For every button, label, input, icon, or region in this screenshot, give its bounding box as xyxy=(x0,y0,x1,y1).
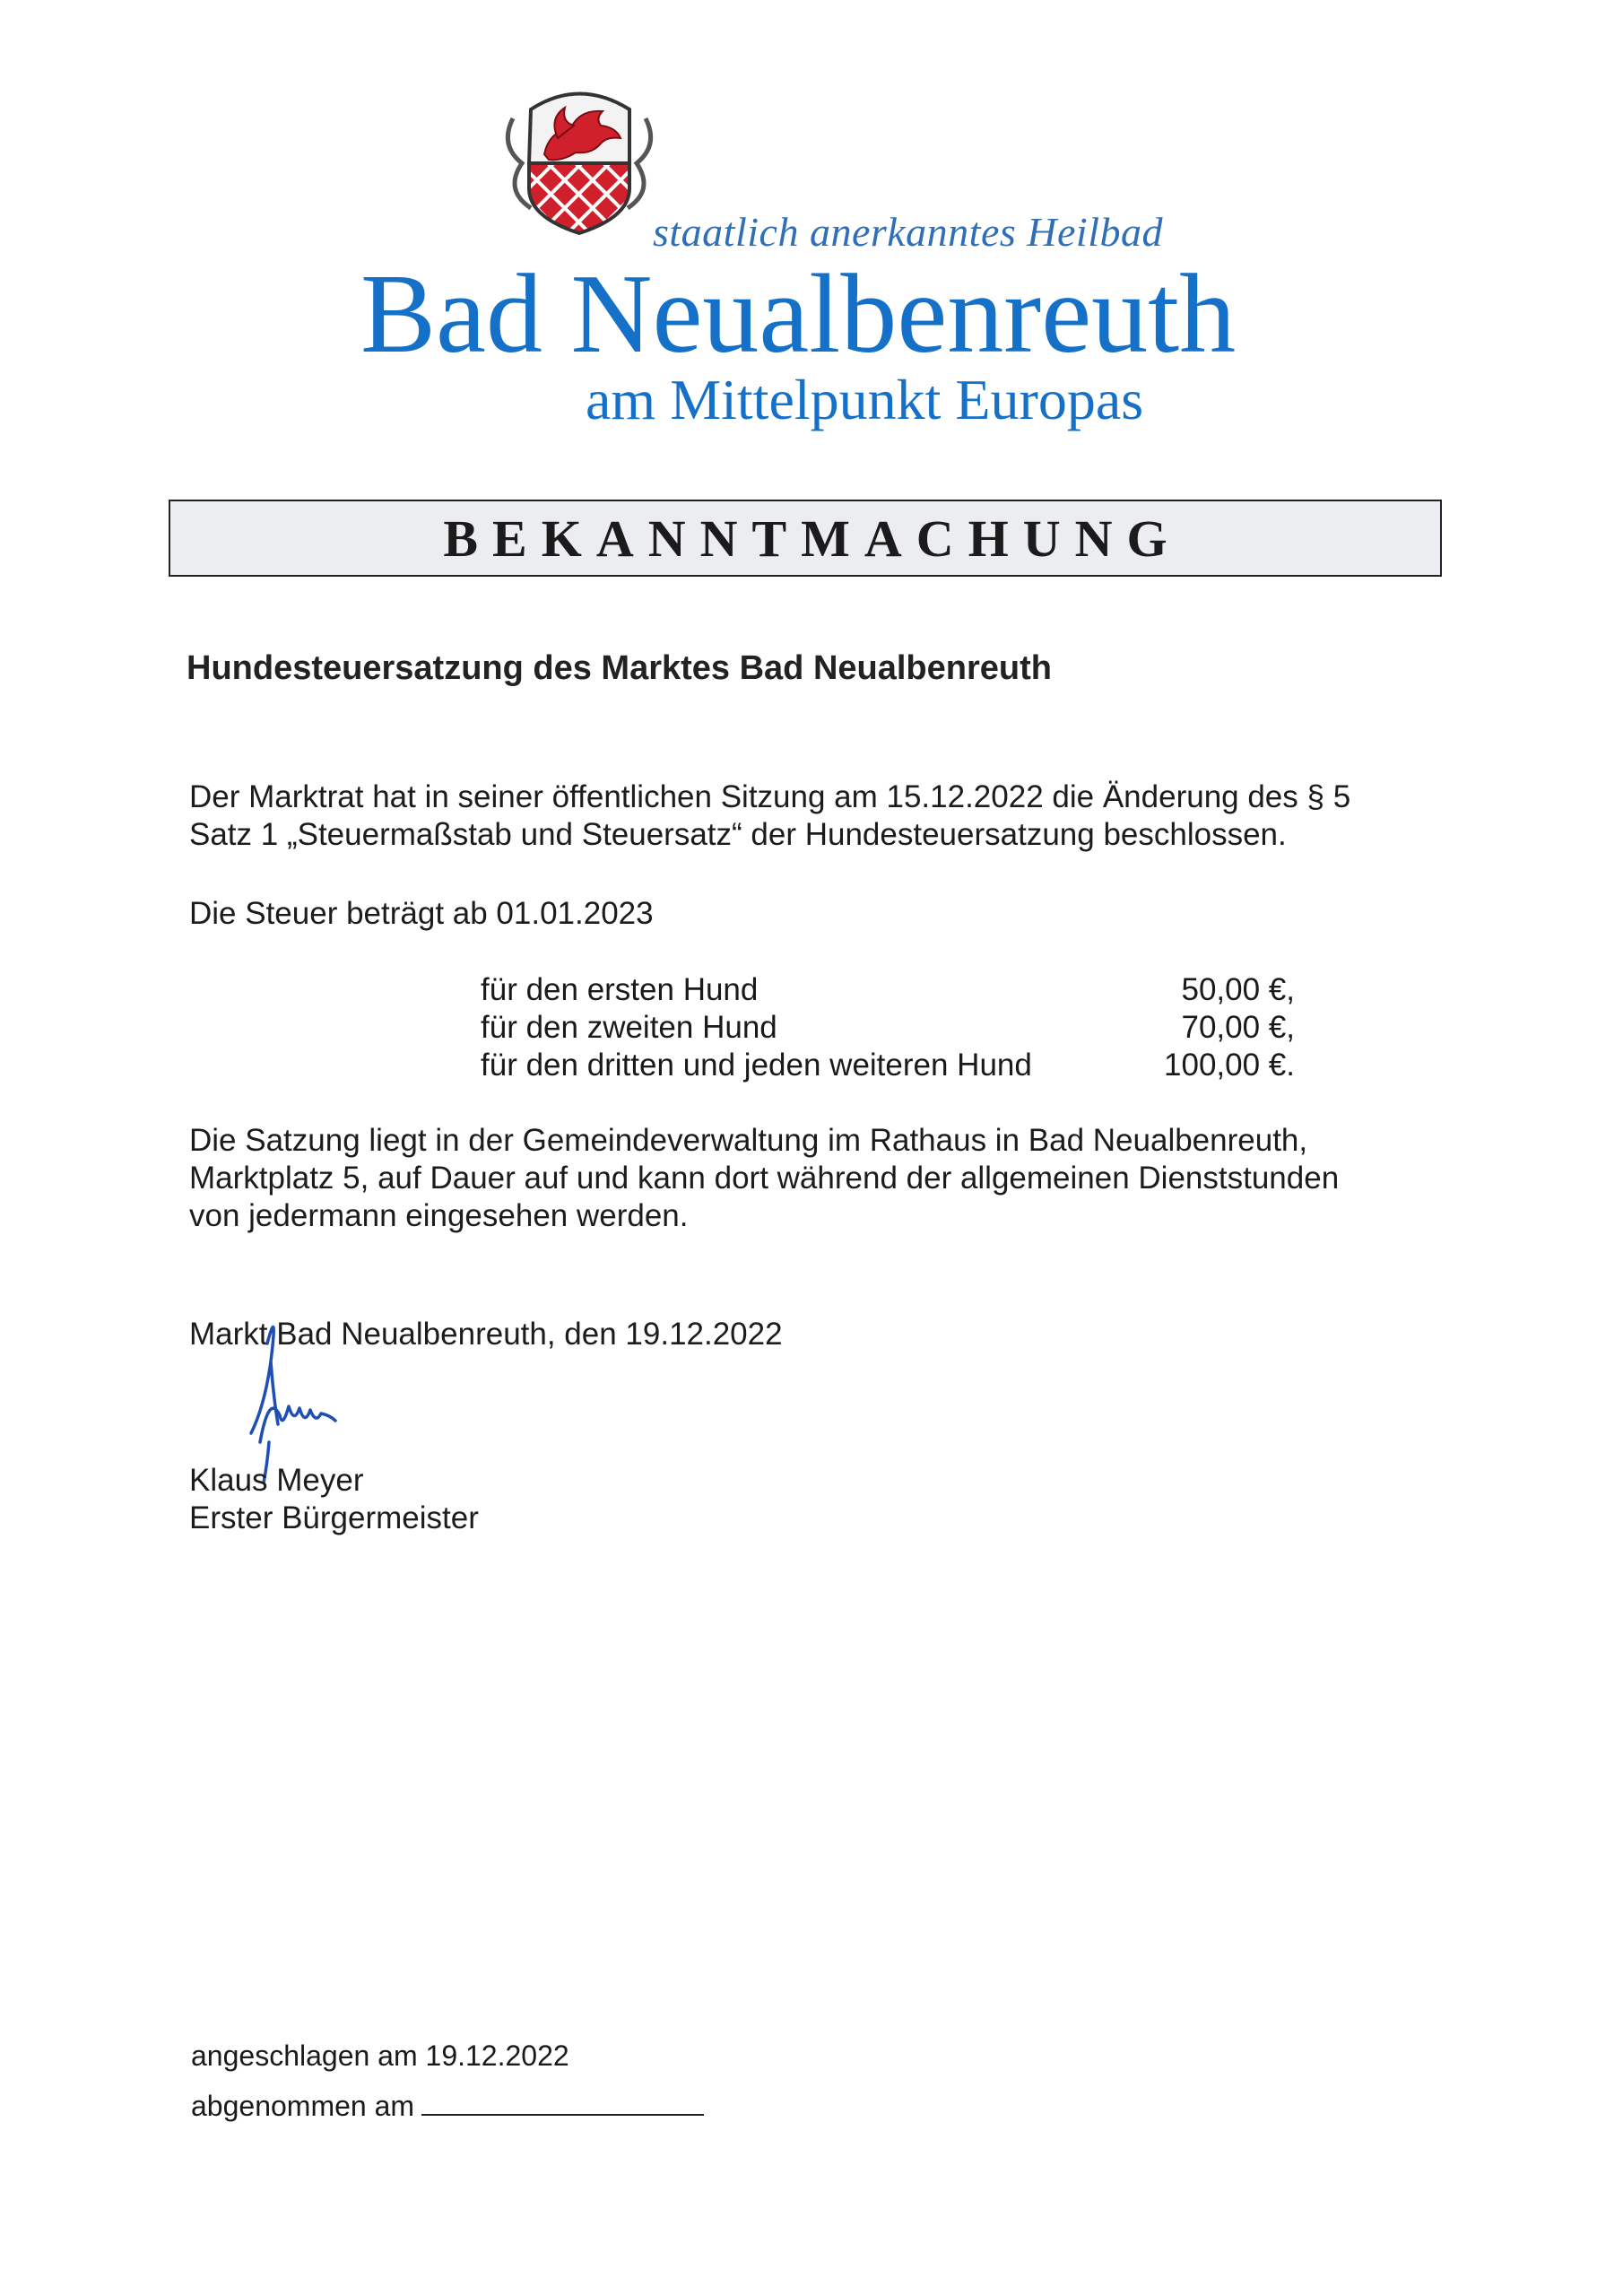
signer-block xyxy=(189,1462,479,1537)
fee-row xyxy=(481,1009,1295,1047)
place-date: Markt Bad Neualbenreuth, den 19.12.2022 xyxy=(189,1317,783,1352)
fee-label: für den zweiten Hund xyxy=(481,1010,777,1045)
fee-row xyxy=(481,971,1295,1009)
notice-line-1: Die Satzung liegt in der Gemeindeverwaltung im Rathaus in Bad Neualbenreuth, xyxy=(189,1123,1308,1158)
handwritten-signature xyxy=(224,1308,377,1487)
intro-line-1: Der Marktrat hat in seiner öffentlichen Sitzung am 15.12.2022 die Änderung des § 5 xyxy=(189,779,1351,814)
tax-intro: Die Steuer beträgt ab 01.01.2023 xyxy=(189,896,654,931)
town-subtitle: am Mittelpunkt Europas xyxy=(586,368,1144,431)
fee-amount: 100,00 €. xyxy=(1164,1048,1295,1083)
removed-label: abgenommen am xyxy=(191,2090,415,2122)
intro-line-2: Satz 1 „Steuermaßstab und Steuersatz“ der Hundesteuersatzung beschlossen. xyxy=(189,817,1287,852)
fee-row xyxy=(481,1047,1295,1084)
signer-name: Klaus Meyer xyxy=(189,1463,364,1498)
fee-label: für den dritten und jeden weiteren Hund xyxy=(481,1048,1032,1083)
fee-amount: 70,00 €, xyxy=(1181,1010,1295,1045)
notice-paragraph xyxy=(189,1122,1339,1235)
removed-row xyxy=(191,2088,704,2124)
tagline: staatlich anerkanntes Heilbad xyxy=(653,209,1163,255)
document-heading: Hundesteuersatzung des Marktes Bad Neualbenreuth xyxy=(187,649,1052,687)
banner-title: BEKANNTMACHUNG xyxy=(443,509,1182,568)
town-name: Bad Neualbenreuth xyxy=(360,252,1237,377)
announcement-banner xyxy=(169,500,1442,577)
fee-label: für den ersten Hund xyxy=(481,972,759,1007)
fee-amount: 50,00 €, xyxy=(1181,972,1295,1007)
removed-date-blank xyxy=(421,2089,704,2116)
notice-line-2: Marktplatz 5, auf Dauer auf und kann dort während der allgemeinen Dienststunden xyxy=(189,1161,1340,1196)
coat-of-arms-icon xyxy=(495,83,664,235)
posted-label: angeschlagen am 19.12.2022 xyxy=(191,2039,569,2072)
notice-line-3: von jedermann eingesehen werden. xyxy=(189,1198,689,1233)
intro-paragraph xyxy=(189,778,1350,854)
signer-title: Erster Bürgermeister xyxy=(189,1500,479,1535)
